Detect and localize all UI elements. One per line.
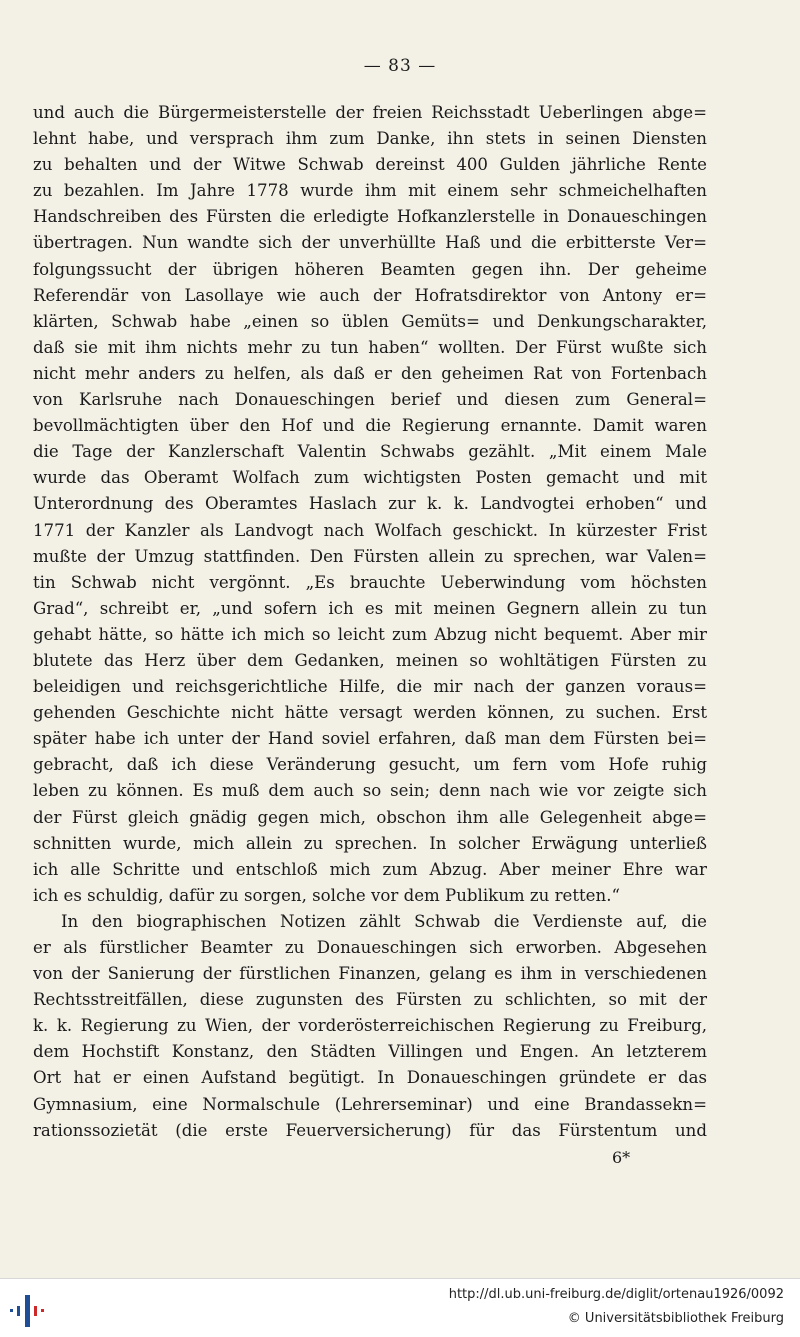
text-line: übertragen. Nun wandte sich der unverhüllte Haß und die erbitterste Ver= bbox=[33, 233, 707, 253]
text-line: In den biographischen Notizen zählt Schwab die Verdienste auf, die bbox=[61, 911, 707, 931]
text-line: wurde das Oberamt Wolfach zum wichtigsten Posten gemacht und mit bbox=[33, 468, 707, 488]
text-line: mußte der Umzug stattfinden. Den Fürsten allein zu sprechen, war Valen= bbox=[33, 546, 707, 566]
text-line: leben zu können. Es muß dem auch so sein; denn nach wie vor zeigte sich bbox=[33, 781, 707, 801]
text-line: daß sie mit ihm nichts mehr zu tun haben“ wollten. Der Fürst wußte sich bbox=[33, 337, 707, 357]
text-line: Handschreiben des Fürsten die erledigte Hofkanzlerstelle in Donaueschingen bbox=[33, 207, 707, 227]
text-line: ich alle Schritte und entschloß mich zum Abzug. Aber meiner Ehre war bbox=[33, 859, 707, 879]
text-line: dem Hochstift Konstanz, den Städten Villingen und Engen. An letzterem bbox=[33, 1042, 707, 1062]
text-line: zu behalten und der Witwe Schwab dereinst 400 Gulden jährliche Rente bbox=[33, 155, 707, 175]
body-text bbox=[33, 100, 707, 1144]
text-line: beleidigen und reichsgerichtliche Hilfe, die mir nach der ganzen voraus= bbox=[33, 677, 707, 697]
page-number: — 83 — bbox=[363, 56, 437, 76]
text-line: später habe ich unter der Hand soviel erfahren, daß man dem Fürsten bei= bbox=[33, 729, 707, 749]
text-line: er als fürstlicher Beamter zu Donaueschingen sich erworben. Abgesehen bbox=[33, 938, 707, 957]
text-line: Referendär von Lasollaye wie auch der Hofratsdirektor von Antony er= bbox=[33, 285, 707, 305]
ub-freiburg-logo-icon bbox=[6, 1291, 52, 1331]
text-line: tin Schwab nicht vergönnt. „Es brauchte Ueberwindung vom höchsten bbox=[33, 572, 707, 592]
text-line: die Tage der Kanzlerschaft Valentin Schwabs gezählt. „Mit einem Male bbox=[33, 442, 707, 462]
copyright-notice: © Universitätsbibliothek Freiburg bbox=[567, 1311, 784, 1326]
text-line: Ort hat er einen Aufstand begütigt. In Donaueschingen gründete er das bbox=[33, 1068, 707, 1088]
text-line: gebracht, daß ich diese Veränderung gesucht, um fern vom Hofe ruhig bbox=[33, 755, 707, 775]
text-line: zu bezahlen. Im Jahre 1778 wurde ihm mit einem sehr schmeichelhaften bbox=[33, 181, 707, 201]
text-line: lehnt habe, und versprach ihm zum Danke, ihn stets in seinen Diensten bbox=[33, 129, 707, 149]
text-line: Rechtsstreitfällen, diese zugunsten des Fürsten zu schlichten, so mit der bbox=[33, 990, 707, 1010]
text-line: der Fürst gleich gnädig gegen mich, obschon ihm alle Gelegenheit abge= bbox=[33, 807, 707, 827]
text-line: folgungssucht der übrigen höheren Beamten gegen ihn. Der geheime bbox=[33, 259, 707, 279]
text-line: 1771 der Kanzler als Landvogt nach Wolfach geschickt. In kürzester Frist bbox=[33, 520, 707, 540]
text-line: gehenden Geschichte nicht hätte versagt werden können, zu suchen. Erst bbox=[33, 703, 707, 723]
footer bbox=[0, 1278, 800, 1337]
text-line: nicht mehr anders zu helfen, als daß er den geheimen Rat von Fortenbach bbox=[33, 363, 707, 383]
text-line: Gymnasium, eine Normalschule (Lehrerseminar) und eine Brandassekn= bbox=[33, 1094, 707, 1114]
text-line: von Karlsruhe nach Donaueschingen berief und diesen zum General= bbox=[33, 390, 707, 410]
text-line: blutete das Herz über dem Gedanken, meinen so wohltätigen Fürsten zu bbox=[33, 650, 707, 670]
text-line: Grad“, schreibt er, „und sofern ich es mit meinen Gegnern allein zu tun bbox=[33, 598, 707, 618]
text-line: schnitten wurde, mich allein zu sprechen. In solcher Erwägung unterließ bbox=[33, 833, 707, 853]
text-line: rationssozietät (die erste Feuerversicherung) für das Fürstentum und bbox=[33, 1120, 707, 1140]
signature-mark: 6* bbox=[612, 1148, 631, 1167]
text-line: ich es schuldig, dafür zu sorgen, solche vor dem Publikum zu retten.“ bbox=[33, 885, 620, 905]
text-line: von der Sanierung der fürstlichen Finanzen, gelang es ihm in verschiedenen bbox=[33, 964, 707, 984]
text-line: Unterordnung des Oberamtes Haslach zur k. k. Landvogtei erhoben“ und bbox=[33, 494, 707, 514]
text-line: klärten, Schwab habe „einen so üblen Gemüts= und Denkungscharakter, bbox=[33, 311, 707, 331]
permalink[interactable]: http://dl.ub.uni-freiburg.de/diglit/ortenau1926/0092 bbox=[448, 1287, 784, 1302]
text-line: und auch die Bürgermeisterstelle der freien Reichsstadt Ueberlingen abge= bbox=[33, 103, 707, 122]
text-line: k. k. Regierung zu Wien, der vorderösterreichischen Regierung zu Freiburg, bbox=[33, 1016, 707, 1036]
text-line: gehabt hätte, so hätte ich mich so leicht zum Abzug nicht bequemt. Aber mir bbox=[33, 624, 707, 644]
text-line: bevollmächtigten über den Hof und die Regierung ernannte. Damit waren bbox=[33, 416, 707, 436]
